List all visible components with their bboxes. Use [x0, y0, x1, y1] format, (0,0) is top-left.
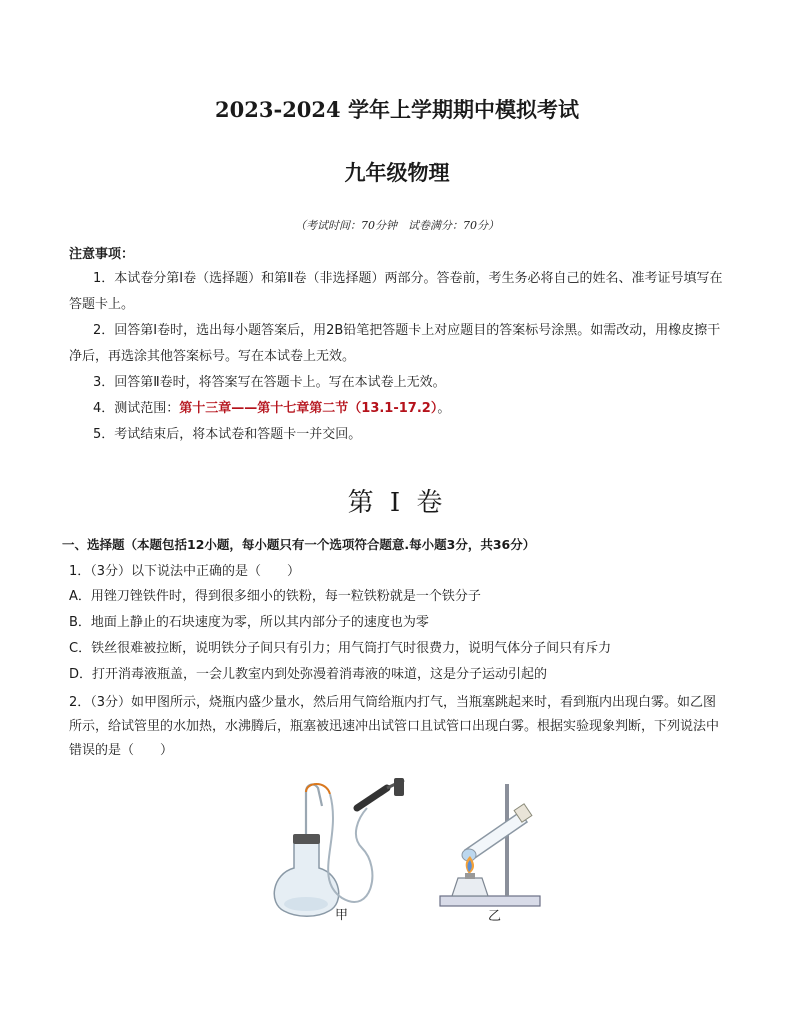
- experiment-figure: [262, 778, 552, 928]
- question-1-option-a: A．用锉刀锉铁件时，得到很多细小的铁粉，每一粒铁粉就是一个铁分子: [69, 589, 481, 604]
- notice-item-1: 1．本试卷分第Ⅰ卷（选择题）和第Ⅱ卷（非选择题）两部分。答卷前，考生务必将自己的姓名、准考证号填写在答题卡上。: [69, 271, 723, 312]
- notice-heading: 注意事项：: [69, 247, 135, 262]
- scope-prefix: 4．测试范围：: [93, 401, 180, 416]
- question-1-option-c: C．铁丝很难被拉断，说明铁分子间只有引力；用气筒打气时很费力，说明气体分子间只有斥力: [69, 641, 612, 656]
- volume-heading: 第 I 卷: [347, 488, 447, 518]
- page-subtitle: 九年级物理: [344, 160, 450, 185]
- question-1-option-b: B．地面上静止的石块速度为零，所以其内部分子的速度也为零: [69, 615, 429, 630]
- question-1-option-d: D．打开消毒液瓶盖，一会儿教室内到处弥漫着消毒液的味道，这是分子运动引起的: [69, 667, 548, 682]
- notice-item-5: 5．考试结束后，将本试卷和答题卡一并交回。: [93, 427, 362, 442]
- notice-item-3: 3．回答第Ⅱ卷时，将答案写在答题卡上。写在本试卷上无效。: [93, 375, 446, 390]
- scope-suffix: 。: [437, 401, 451, 416]
- question-2-stem: 2．（3分）如甲图所示，烧瓶内盛少量水，然后用气筒给瓶内打气，当瓶塞跳起来时，看到瓶内出现白雾。如乙图所示，给试管里的水加热，水沸腾后，瓶塞被迅速冲出试管口且试管口出现白雾。根据实验现象判断，下列说法中错误的是（ ）: [69, 695, 720, 758]
- figure-label-b: 乙: [488, 909, 502, 924]
- page-title: 2023-2024 学年上学期期中模拟考试: [215, 97, 579, 122]
- section-heading: 一、选择题（本题包括12小题，每小题只有一个选项符合题意.每小题3分，共36分）: [62, 537, 536, 552]
- notice-item-4: [93, 396, 450, 422]
- flask-apparatus: [274, 778, 404, 916]
- exam-info: （考试时间：70分钟 试卷满分：70分）: [295, 219, 499, 232]
- question-1-stem: 1．（3分）以下说法中正确的是（ ）: [69, 564, 301, 579]
- figure-label-a: 甲: [335, 908, 349, 923]
- notice-item-2: 2．回答第Ⅰ卷时，选出每小题答案后，用2B铅笔把答题卡上对应题目的答案标号涂黑。如需改动，用橡皮擦干净后，再选涂其他答案标号。写在本试卷上无效。: [69, 323, 721, 364]
- scope-value: 第十三章——第十七章第二节（13.1-17.2）: [179, 401, 438, 416]
- test-tube-apparatus: [440, 784, 540, 906]
